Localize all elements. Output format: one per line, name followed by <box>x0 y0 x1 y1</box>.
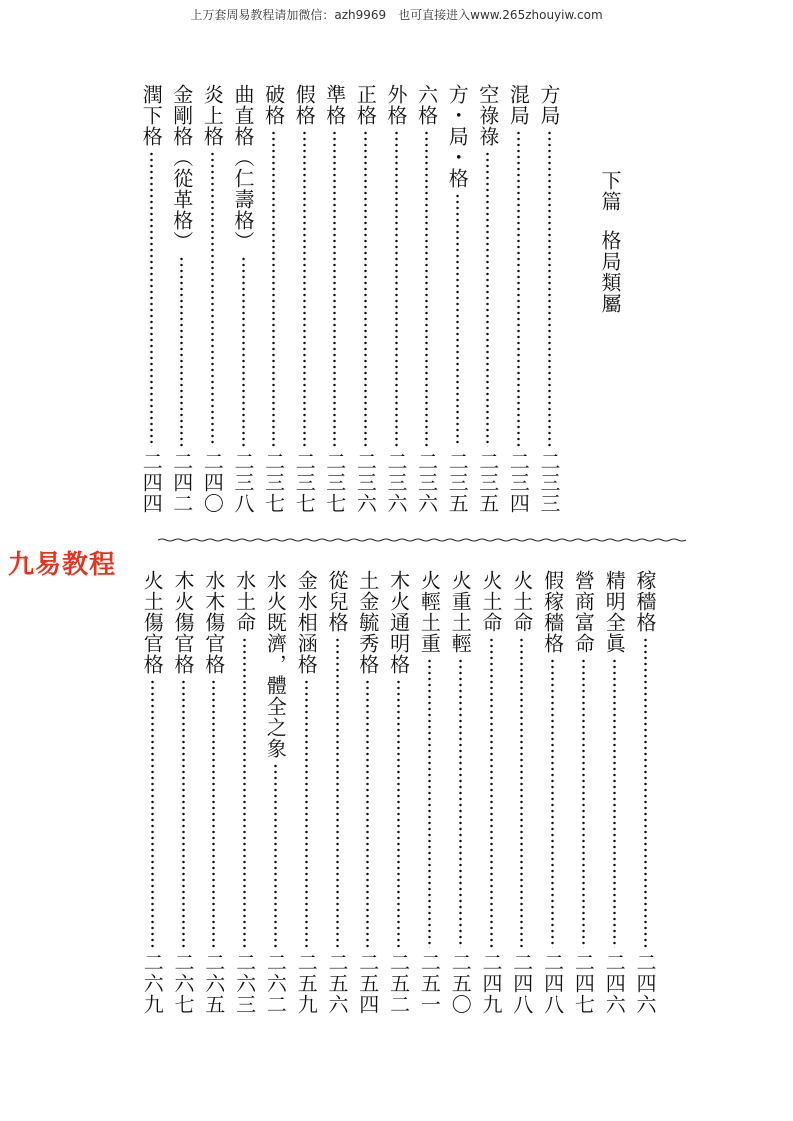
entry-page-number: 二四九 <box>479 952 503 1015</box>
entry-page-number: 二三五 <box>445 451 470 514</box>
toc-entry <box>509 570 535 1015</box>
entry-title: 炎上格 <box>200 84 225 147</box>
toc-entry <box>230 84 256 514</box>
dot-leader <box>243 637 246 948</box>
dot-leader <box>551 658 554 948</box>
toc-entry <box>170 570 196 1015</box>
entry-page-number: 二四八 <box>509 952 534 1015</box>
entry-title: 木火傷官格 <box>171 570 195 675</box>
entry-page-number: 二三八 <box>231 451 255 514</box>
toc-entry <box>291 84 317 514</box>
entry-title: 水土命 <box>232 570 257 633</box>
entry-title: 精明全眞 <box>602 570 627 654</box>
dot-leader <box>303 130 306 447</box>
entry-title: 水火既濟，體全之象 <box>263 570 288 759</box>
entry-page-number: 二五四 <box>355 952 380 1015</box>
entry-title: 土金毓秀格 <box>355 570 380 675</box>
dot-leader <box>272 130 275 447</box>
dot-leader <box>517 130 520 447</box>
dot-leader <box>397 679 400 948</box>
dot-leader <box>548 130 551 447</box>
entry-title: 六格 <box>414 84 439 126</box>
entry-title: 從兒格 <box>325 570 349 633</box>
entry-title: 水木傷官格 <box>201 570 226 675</box>
section-heading <box>596 170 624 330</box>
dot-leader <box>242 256 245 447</box>
watermark-logo: 九易教程 <box>8 550 117 580</box>
toc-entry <box>383 84 409 514</box>
dot-leader <box>428 658 431 948</box>
dot-leader <box>582 658 585 948</box>
toc-entry <box>199 84 225 514</box>
dot-leader <box>456 193 459 447</box>
entry-page-number: 二三七 <box>322 451 347 514</box>
entry-page-number: 二三六 <box>414 451 439 514</box>
entry-page-number: 二五〇 <box>448 952 473 1015</box>
entry-page-number: 二三七 <box>261 451 286 514</box>
toc-entry <box>414 84 440 514</box>
section-divider <box>158 538 688 542</box>
entry-page-number: 二六七 <box>171 952 195 1015</box>
entry-title: 外格 <box>384 84 408 126</box>
dot-leader <box>180 256 183 447</box>
entry-title: 火重土輕 <box>448 570 473 654</box>
entry-title: 破格 <box>261 84 286 126</box>
dot-leader <box>182 679 185 948</box>
entry-page-number: 二五六 <box>325 952 349 1015</box>
dot-leader <box>211 151 214 447</box>
entry-page-number: 二三六 <box>353 451 378 514</box>
toc-entry <box>138 84 164 514</box>
dot-leader <box>150 151 153 447</box>
toc-entry <box>261 84 287 514</box>
toc-entry <box>478 570 504 1015</box>
entry-title: 混局 <box>506 84 531 126</box>
entry-title: 方局 <box>537 84 561 126</box>
entry-title: 假稼穡格 <box>540 570 565 654</box>
dot-leader <box>336 637 339 948</box>
dot-leader <box>305 679 308 948</box>
entry-title: 準格 <box>322 84 347 126</box>
entry-title: 火輕土重 <box>417 570 442 654</box>
entry-page-number: 二三五 <box>475 451 500 514</box>
entry-title: 空祿祿 <box>475 84 500 147</box>
entry-page-number: 二四二 <box>169 451 194 514</box>
dot-leader <box>212 679 215 948</box>
toc-entry <box>322 84 348 514</box>
entry-title: 稼穡格 <box>633 570 657 633</box>
dot-leader <box>520 637 523 948</box>
entry-page-number: 二四六 <box>633 952 657 1015</box>
toc-entry <box>201 570 227 1015</box>
entry-title: 金水相涵格 <box>294 570 319 675</box>
dot-leader <box>274 763 277 948</box>
dot-leader <box>459 658 462 948</box>
toc-entry <box>262 570 288 1015</box>
dot-leader <box>490 637 493 948</box>
toc-entry <box>169 84 195 514</box>
toc-entry <box>139 570 165 1015</box>
entry-page-number: 二四七 <box>571 952 596 1015</box>
section-title: 格局類屬 <box>598 230 622 314</box>
dot-leader <box>613 658 616 948</box>
toc-entry <box>447 570 473 1015</box>
entry-page-number: 二六五 <box>201 952 226 1015</box>
download-banner: 上万套周易教程请加微信：azh9969 也可直接进入www.265zhouyiw.com <box>190 8 603 22</box>
toc-entry <box>386 570 412 1015</box>
entry-page-number: 二三四 <box>506 451 531 514</box>
entry-title: 火土命 <box>479 570 503 633</box>
toc-entry <box>416 570 442 1015</box>
toc-entry <box>540 570 566 1015</box>
entry-page-number: 二四四 <box>139 451 164 514</box>
toc-entry <box>536 84 562 514</box>
dot-leader <box>425 130 428 447</box>
entry-title: 金剛格（從革格） <box>169 84 194 252</box>
toc-entry <box>475 84 501 514</box>
entry-title: 火土命 <box>509 570 534 633</box>
entry-title: 方・局・格 <box>445 84 470 189</box>
dot-leader <box>364 130 367 447</box>
entry-page-number: 二三七 <box>292 451 317 514</box>
toc-entry <box>601 570 627 1015</box>
entry-page-number: 二五一 <box>417 952 442 1015</box>
toc-entry <box>293 570 319 1015</box>
entry-page-number: 二六三 <box>232 952 257 1015</box>
dot-leader <box>366 679 369 948</box>
toc-entry <box>232 570 258 1015</box>
dot-leader <box>395 130 398 447</box>
toc-entry <box>632 570 658 1015</box>
toc-entry <box>324 570 350 1015</box>
toc-entry <box>444 84 470 514</box>
entry-title: 曲直格（仁壽格） <box>231 84 255 252</box>
entry-title: 正格 <box>353 84 378 126</box>
entry-page-number: 二六九 <box>140 952 165 1015</box>
toc-entry <box>352 84 378 514</box>
toc-entry <box>570 570 596 1015</box>
part-label: 下篇 <box>598 170 622 212</box>
entry-title: 木火通明格 <box>386 570 411 675</box>
entry-page-number: 二三三 <box>537 451 561 514</box>
entry-page-number: 二五九 <box>294 952 319 1015</box>
dot-leader <box>333 130 336 447</box>
dot-leader <box>151 679 154 948</box>
entry-page-number: 二三六 <box>384 451 408 514</box>
entry-title: 營商富命 <box>571 570 596 654</box>
toc-entry <box>505 84 531 514</box>
dot-leader <box>644 637 647 948</box>
toc-entry <box>355 570 381 1015</box>
entry-page-number: 二四八 <box>540 952 565 1015</box>
entry-title: 潤下格 <box>139 84 164 147</box>
entry-title: 假格 <box>292 84 317 126</box>
entry-page-number: 二四〇 <box>200 451 225 514</box>
entry-title: 火土傷官格 <box>140 570 165 675</box>
dot-leader <box>486 151 489 447</box>
entry-page-number: 二四六 <box>602 952 627 1015</box>
entry-page-number: 二六二 <box>263 952 288 1015</box>
entry-page-number: 二五二 <box>386 952 411 1015</box>
